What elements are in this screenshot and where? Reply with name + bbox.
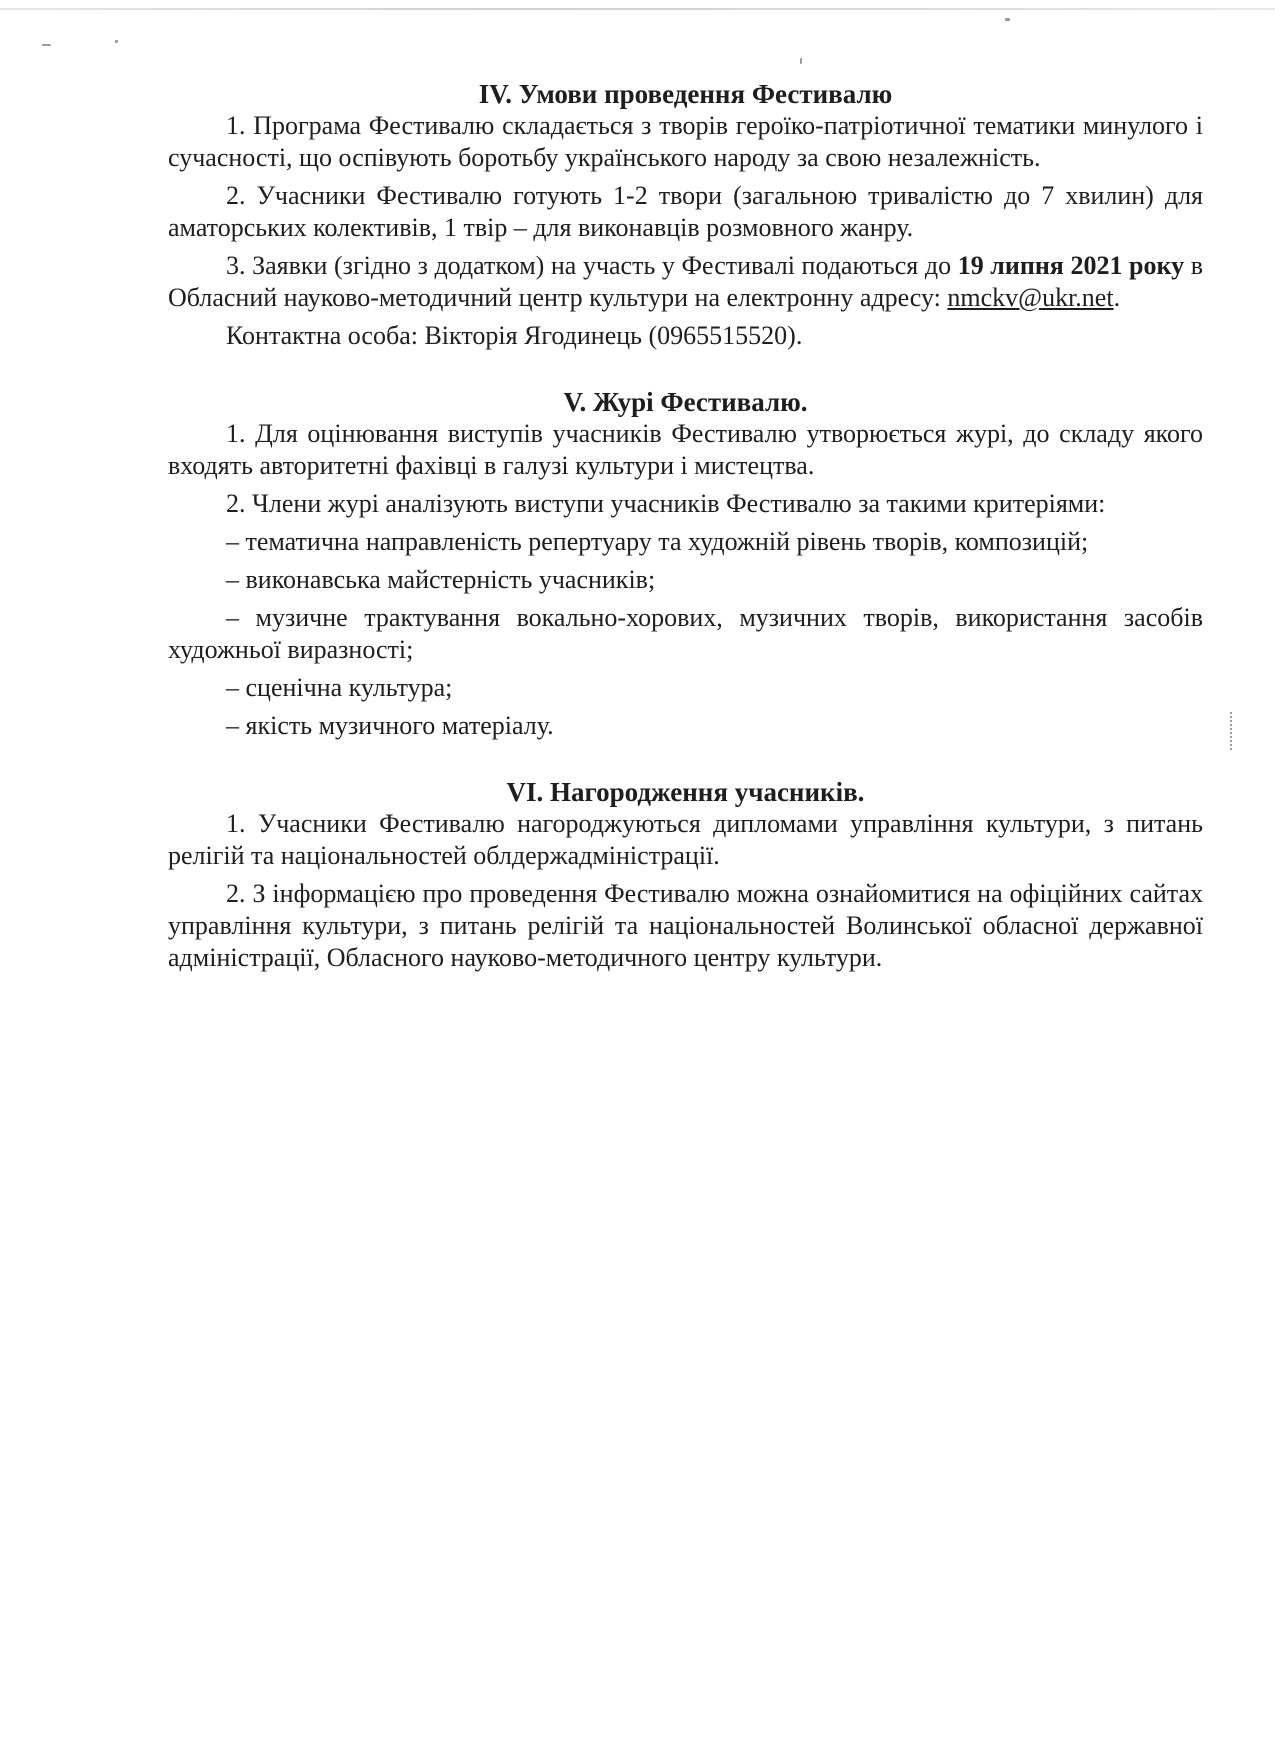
document-page bbox=[168, 78, 1203, 1008]
section-title-awards: VI. Нагородження учасників. bbox=[506, 777, 865, 807]
margin-mark bbox=[1230, 712, 1234, 750]
scan-speck bbox=[42, 44, 51, 46]
awards-item-1: 1. Учасники Фестивалю нагороджуються дипломами управління культури, з питань релігій та національностей облдержадміністрації. bbox=[168, 809, 1203, 870]
scan-speck bbox=[115, 40, 118, 43]
conditions-item-3-suffix: . bbox=[1113, 283, 1121, 312]
conditions-item-3-middle: в Обласний науково-методичний центр культури на електронну адресу: bbox=[168, 251, 1204, 312]
section-title-conditions: IV. Умови проведення Фестивалю bbox=[478, 79, 893, 109]
scan-speck bbox=[800, 58, 802, 64]
deadline-date: 19 липня 2021 року bbox=[957, 251, 1185, 280]
criteria-item: – якість музичного матеріалу. bbox=[226, 711, 554, 740]
conditions-item-2: 2. Учасники Фестивалю готують 1-2 твори (загальною тривалістю до 7 хвилин) для аматорських колективів, 1 твір – для виконавців розмовного жанру. bbox=[168, 181, 1203, 242]
criteria-item: – музичне трактування вокально-хорових, музичних творів, використання засобів художньої виразності; bbox=[168, 603, 1203, 664]
criteria-item: – сценічна культура; bbox=[226, 673, 453, 702]
section-conditions bbox=[168, 78, 1203, 352]
jury-item-1: 1. Для оцінювання виступів учасників Фестивалю утворюється журі, до складу якого входять авторитетні фахівці в галузі культури і мистецтва. bbox=[168, 419, 1203, 480]
section-title-jury: V. Журі Фестивалю. bbox=[563, 387, 808, 417]
criteria-item: – виконавська майстерність учасників; bbox=[226, 565, 656, 594]
criteria-item: – тематична направленість репертуару та художній рівень творів, композицій; bbox=[226, 527, 1089, 556]
section-jury bbox=[168, 386, 1203, 742]
scan-top-edge bbox=[0, 8, 1275, 10]
scan-speck bbox=[1005, 18, 1010, 21]
email-link[interactable]: nmckv@ukr.net bbox=[947, 283, 1114, 312]
conditions-item-3 bbox=[168, 250, 1203, 314]
awards-item-2: 2. З інформацією про проведення Фестивалю можна ознайомитися на офіційних сайтах управління культури, з питань релігій та національностей Волинської обласної державної адміністрації, Обласного науково-методичного центру культури. bbox=[168, 879, 1203, 972]
conditions-item-1: 1. Програма Фестивалю складається з творів героїко-патріотичної тематики минулого і сучасності, що оспівують боротьбу українського народу за свою незалежність. bbox=[168, 111, 1203, 172]
contact-person: Контактна особа: Вікторія Ягодинець (0965515520). bbox=[226, 321, 803, 350]
section-awards bbox=[168, 776, 1203, 974]
jury-item-2: 2. Члени журі аналізують виступи учасників Фестивалю за такими критеріями: bbox=[226, 489, 1106, 518]
conditions-item-3-prefix: 3. Заявки (згідно з додатком) на участь у Фестивалі подаються до bbox=[226, 251, 952, 280]
